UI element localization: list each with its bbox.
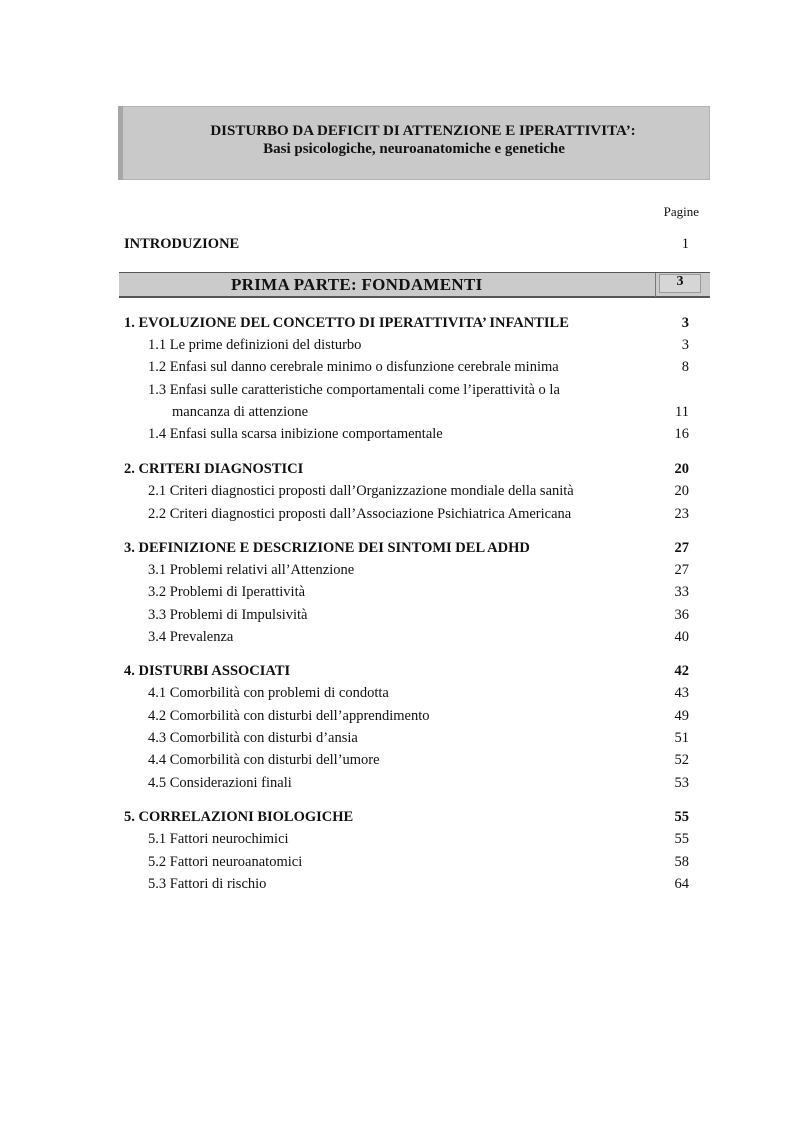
toc-section-5-1[interactable] <box>124 831 689 851</box>
toc-chapter-2[interactable] <box>124 461 689 481</box>
section-page: 64 <box>674 876 689 892</box>
section-label: 5.1 Fattori neurochimici <box>148 831 289 847</box>
section-page: 58 <box>674 854 689 870</box>
document-title: DISTURBO DA DEFICIT DI ATTENZIONE E IPERATTIVITA’: <box>210 123 636 139</box>
toc-section-4-4[interactable] <box>124 752 689 772</box>
toc-section-4-5[interactable] <box>124 775 689 795</box>
chapter-page: 3 <box>681 315 689 331</box>
section-page: 53 <box>674 775 689 791</box>
section-label-continued: mancanza di attenzione <box>172 404 309 420</box>
section-page: 55 <box>674 831 689 847</box>
toc-section-1-4[interactable] <box>124 426 689 446</box>
chapter-label: 2. CRITERI DIAGNOSTICI <box>124 461 304 477</box>
section-label: 5.3 Fattori di rischio <box>148 876 267 892</box>
chapter-page: 55 <box>674 809 689 825</box>
section-page: 27 <box>674 562 689 578</box>
part-title: PRIMA PARTE: FONDAMENTI <box>231 275 483 294</box>
toc-section-1-3[interactable] <box>124 382 689 402</box>
section-page: 20 <box>674 483 689 499</box>
toc-chapter-1[interactable] <box>124 315 689 335</box>
toc-section-1-3-continued[interactable] <box>124 404 689 424</box>
toc-section-1-2[interactable] <box>124 359 689 379</box>
section-page: 52 <box>674 752 689 768</box>
toc-chapter-4[interactable] <box>124 663 689 683</box>
toc-section-1-1[interactable] <box>124 337 689 357</box>
toc-section-2-1[interactable] <box>124 483 689 503</box>
section-label: 3.4 Prevalenza <box>148 629 234 645</box>
section-page: 49 <box>674 708 689 724</box>
part-heading-bar[interactable] <box>119 272 710 298</box>
section-label: 3.1 Problemi relativi all’Attenzione <box>148 562 355 578</box>
toc-section-5-2[interactable] <box>124 854 689 874</box>
section-page: 36 <box>674 607 689 623</box>
section-label: 2.1 Criteri diagnostici proposti dall’Organizzazione mondiale della sanità <box>148 483 574 499</box>
section-label: 4.4 Comorbilità con disturbi dell’umore <box>148 752 380 768</box>
section-label: 1.3 Enfasi sulle caratteristiche comportamentali come l’iperattività o la <box>148 382 560 398</box>
toc-entry-page: 1 <box>681 236 689 252</box>
toc-chapter-5[interactable] <box>124 809 689 829</box>
document-subtitle: Basi psicologiche, neuroanatomiche e genetiche <box>263 141 565 157</box>
chapter-label: 4. DISTURBI ASSOCIATI <box>124 663 291 679</box>
toc-section-3-2[interactable] <box>124 584 689 604</box>
part-page: 3 <box>676 274 684 289</box>
section-label: 2.2 Criteri diagnostici proposti dall’Associazione Psichiatrica Americana <box>148 506 572 522</box>
toc-section-4-1[interactable] <box>124 685 689 705</box>
pagine-column-header: Pagine <box>663 204 699 219</box>
section-label: 5.2 Fattori neuroanatomici <box>148 854 303 870</box>
section-page: 11 <box>675 404 689 420</box>
toc-section-4-2[interactable] <box>124 708 689 728</box>
section-label: 4.1 Comorbilità con problemi di condotta <box>148 685 389 701</box>
part-divider <box>655 273 656 297</box>
chapter-page: 42 <box>674 663 689 679</box>
section-label: 3.3 Problemi di Impulsività <box>148 607 308 623</box>
section-label: 3.2 Problemi di Iperattività <box>148 584 306 600</box>
section-page: 33 <box>674 584 689 600</box>
section-label: 1.4 Enfasi sulla scarsa inibizione comportamentale <box>148 426 443 442</box>
chapter-page: 27 <box>674 540 689 556</box>
section-page: 40 <box>674 629 689 645</box>
section-label: 1.2 Enfasi sul danno cerebrale minimo o disfunzione cerebrale minima <box>148 359 559 375</box>
section-page: 43 <box>674 685 689 701</box>
toc-entry-introduction[interactable] <box>124 236 689 256</box>
toc-section-3-3[interactable] <box>124 607 689 627</box>
section-page: 23 <box>674 506 689 522</box>
toc-entry-label: INTRODUZIONE <box>124 236 240 252</box>
section-page: 8 <box>681 359 689 375</box>
chapter-label: 1. EVOLUZIONE DEL CONCETTO DI IPERATTIVITA’ INFANTILE <box>124 315 569 331</box>
section-label: 4.5 Considerazioni finali <box>148 775 292 791</box>
section-page: 3 <box>681 337 689 353</box>
toc-section-4-3[interactable] <box>124 730 689 750</box>
section-label: 4.3 Comorbilità con disturbi d’ansia <box>148 730 358 746</box>
chapter-label: 5. CORRELAZIONI BIOLOGICHE <box>124 809 354 825</box>
chapter-page: 20 <box>674 461 689 477</box>
section-label: 4.2 Comorbilità con disturbi dell’apprendimento <box>148 708 430 724</box>
toc-section-2-2[interactable] <box>124 506 689 526</box>
toc-section-3-1[interactable] <box>124 562 689 582</box>
toc-section-5-3[interactable] <box>124 876 689 896</box>
section-label: 1.1 Le prime definizioni del disturbo <box>148 337 362 353</box>
section-page: 51 <box>674 730 689 746</box>
toc-chapter-3[interactable] <box>124 540 689 560</box>
section-page: 16 <box>674 426 689 442</box>
chapter-label: 3. DEFINIZIONE E DESCRIZIONE DEI SINTOMI DEL ADHD <box>124 540 530 556</box>
toc-section-3-4[interactable] <box>124 629 689 649</box>
document-title-box <box>118 106 710 180</box>
